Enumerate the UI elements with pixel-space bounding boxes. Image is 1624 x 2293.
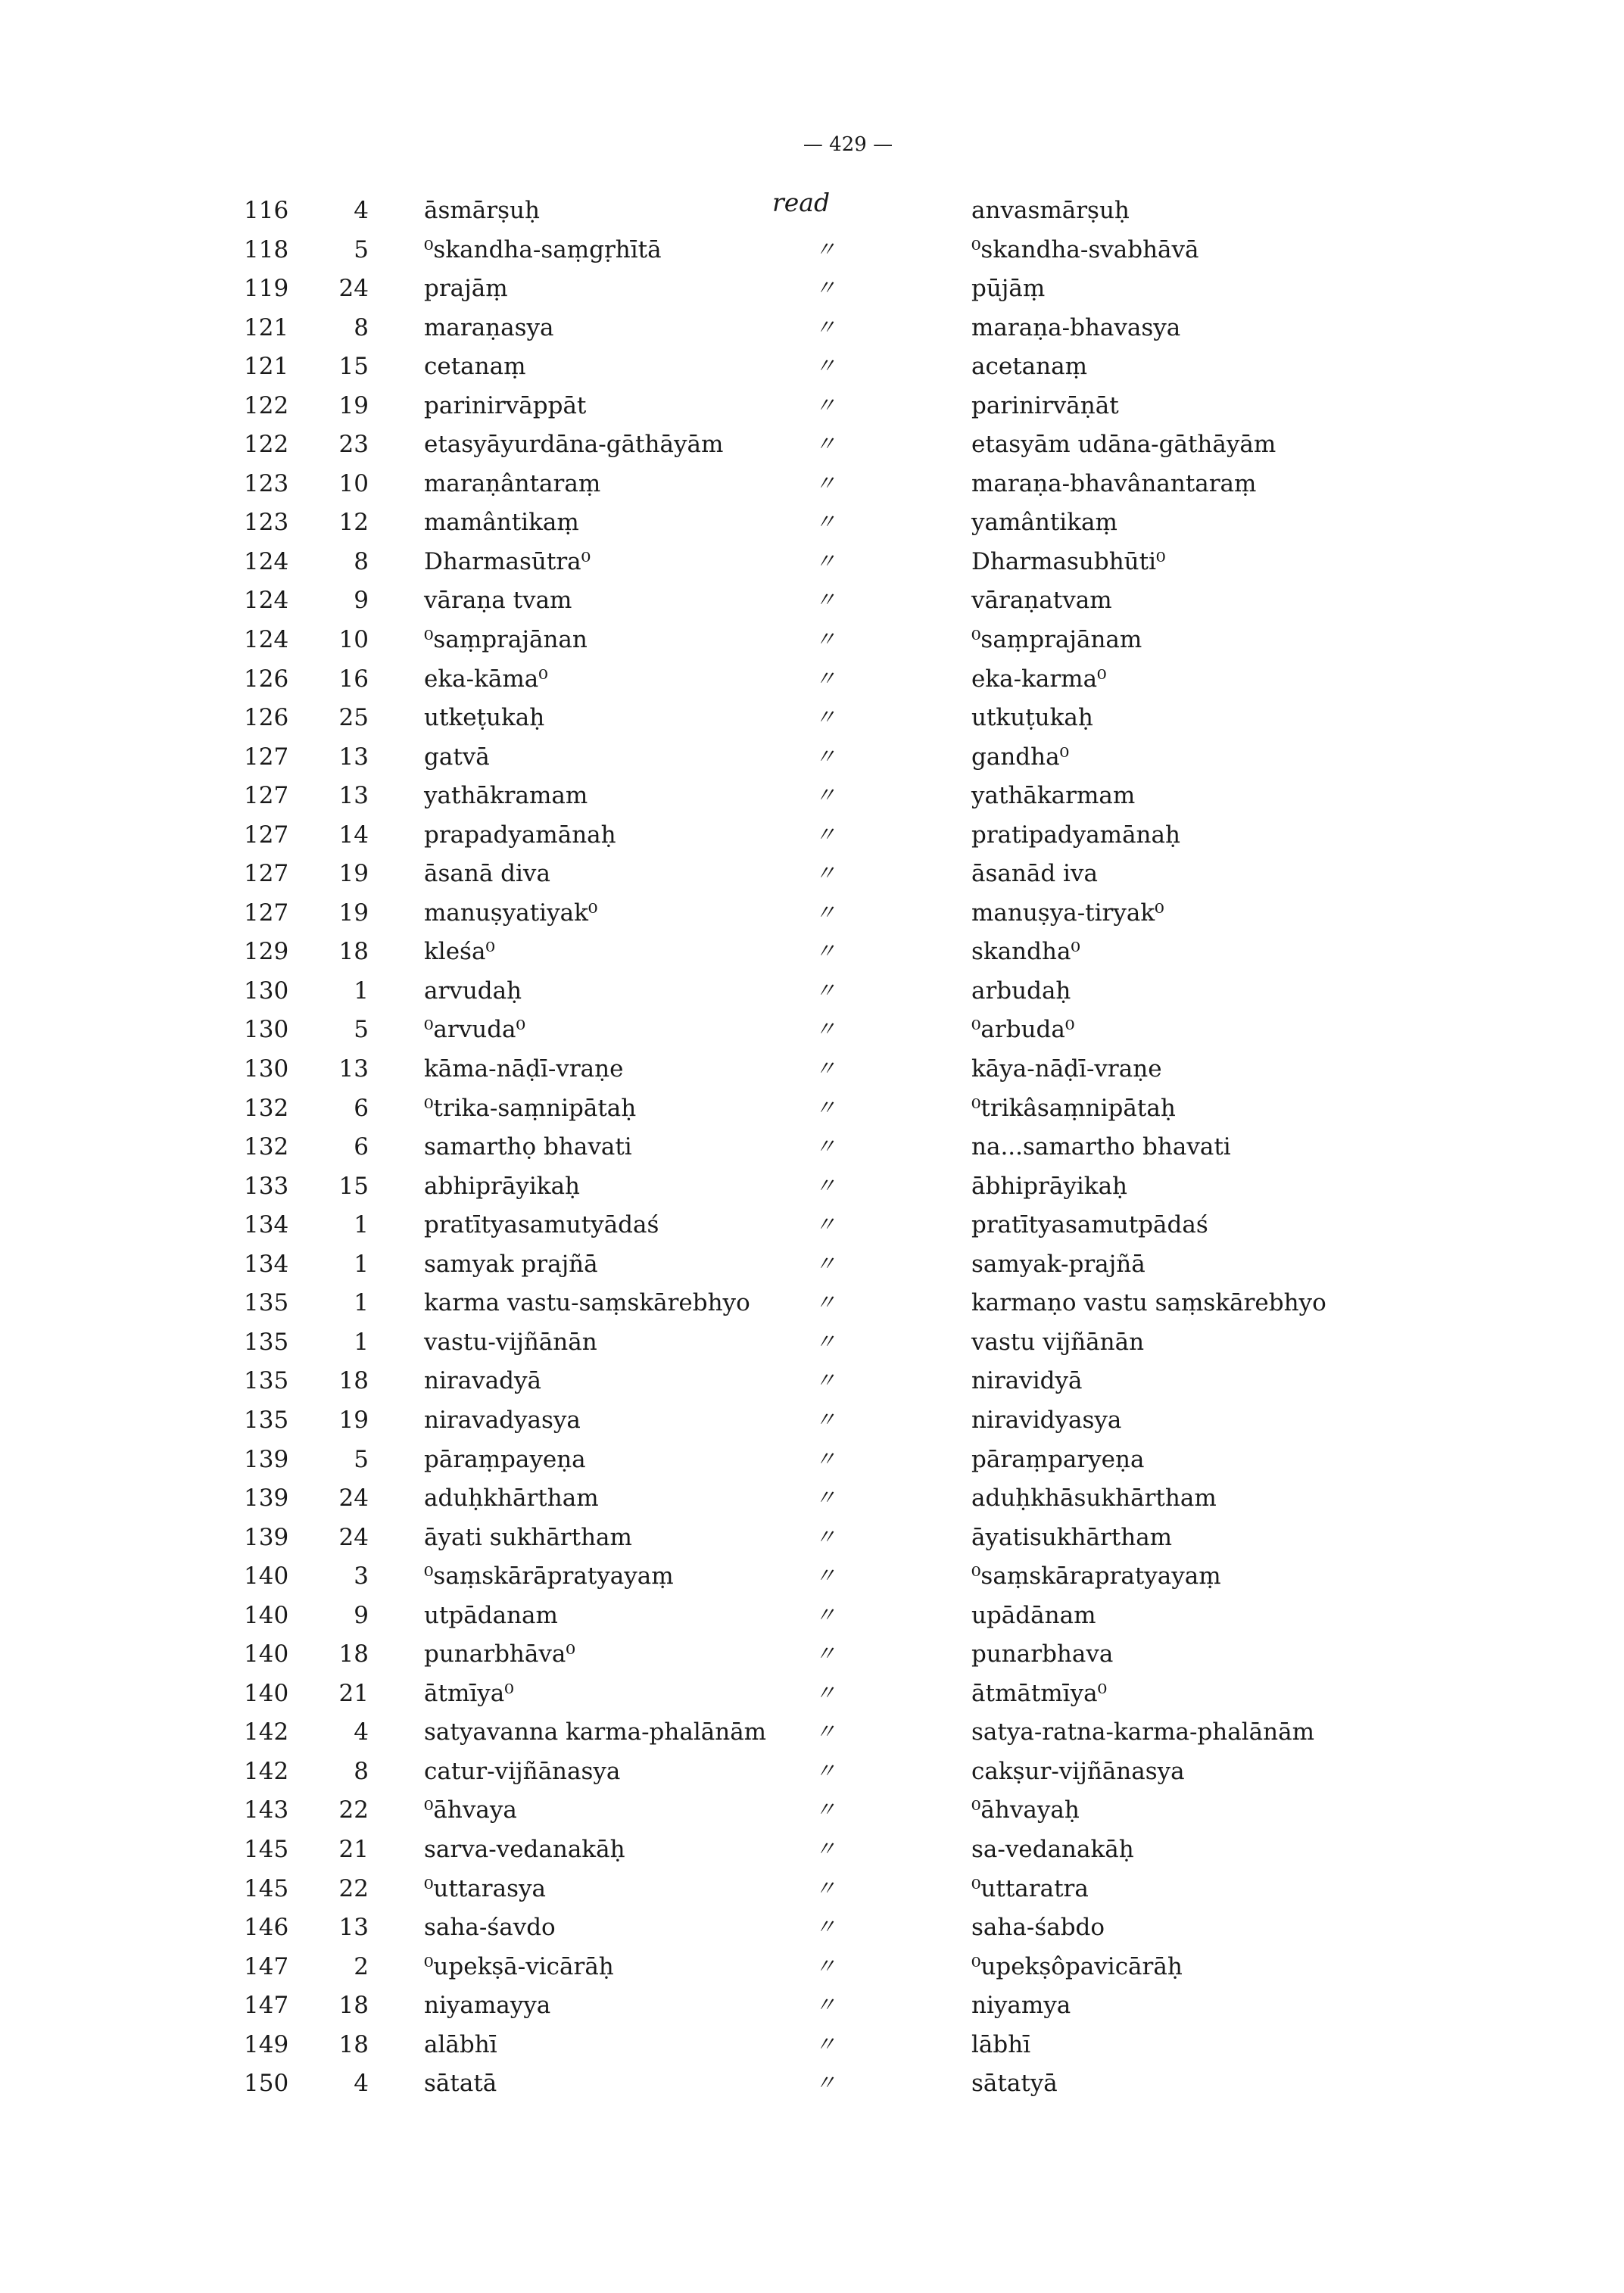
line-ref: 4 — [354, 197, 369, 224]
ditto-mark: 〃 — [814, 2031, 836, 2057]
line-ref: 9 — [354, 587, 369, 615]
incorrect-reading: karma vastu-saṃskārebhyo — [424, 1289, 750, 1317]
line-ref: 1 — [354, 1328, 369, 1356]
correct-reading: skandha⁰ — [971, 938, 1080, 966]
incorrect-reading: Dharmasūtra⁰ — [424, 547, 591, 575]
correct-reading: aduḥkhāsukhārtham — [971, 1485, 1217, 1513]
incorrect-reading: niravadyā — [424, 1367, 542, 1395]
errata-row — [0, 1444, 1624, 1484]
ditto-mark: 〃 — [814, 1680, 836, 1706]
line-ref: 6 — [354, 1094, 369, 1122]
errata-row — [0, 1952, 1624, 1991]
ditto-mark: 〃 — [814, 627, 836, 653]
ditto-mark: 〃 — [814, 1446, 836, 1472]
incorrect-reading: ⁰trika-saṃnipātaḥ — [424, 1094, 637, 1122]
page-ref: 135 — [244, 1289, 289, 1317]
incorrect-reading: niyamayya — [424, 1992, 551, 2020]
page-ref: 139 — [244, 1445, 289, 1473]
incorrect-reading: ⁰uttarasya — [424, 1874, 546, 1902]
errata-row — [0, 1249, 1624, 1288]
line-ref: 15 — [338, 1172, 369, 1200]
line-ref: 8 — [354, 313, 369, 341]
incorrect-reading: kāma-nāḍī-vraṇe — [424, 1055, 624, 1083]
ditto-mark: 〃 — [814, 548, 836, 574]
ditto-mark: 〃 — [814, 977, 836, 1003]
page-ref: 139 — [244, 1523, 289, 1551]
line-ref: 9 — [354, 1601, 369, 1629]
ditto-mark: 〃 — [814, 1602, 836, 1628]
errata-row — [0, 1639, 1624, 1678]
ditto-mark: 〃 — [814, 1836, 836, 1862]
line-ref: 8 — [354, 547, 369, 575]
page-ref: 127 — [244, 821, 289, 849]
line-ref: 19 — [338, 1406, 369, 1434]
correct-reading: utkuṭukaḥ — [971, 704, 1093, 732]
page-ref: 145 — [244, 1835, 289, 1863]
ditto-mark: 〃 — [814, 1407, 836, 1432]
page-ref: 126 — [244, 665, 289, 693]
page-ref: 124 — [244, 547, 289, 575]
ditto-mark: 〃 — [814, 1095, 836, 1120]
incorrect-reading: manuṣyatiyak⁰ — [424, 899, 598, 927]
line-ref: 22 — [338, 1796, 369, 1824]
line-ref: 24 — [338, 1485, 369, 1513]
ditto-mark: 〃 — [814, 1134, 836, 1160]
line-ref: 25 — [338, 704, 369, 732]
page-ref: 134 — [244, 1250, 289, 1278]
line-ref: 15 — [338, 353, 369, 381]
page-ref: 121 — [244, 313, 289, 341]
page-ref: 121 — [244, 353, 289, 381]
line-ref: 21 — [338, 1679, 369, 1707]
line-ref: 13 — [338, 743, 369, 771]
incorrect-reading: sarva-vedanakāḥ — [424, 1835, 625, 1863]
ditto-mark: 〃 — [814, 1329, 836, 1354]
correct-reading: lābhī — [971, 2030, 1031, 2058]
page-ref: 135 — [244, 1328, 289, 1356]
ditto-mark: 〃 — [814, 2070, 836, 2096]
ditto-mark: 〃 — [814, 470, 836, 496]
errata-row — [0, 1874, 1624, 1913]
errata-row — [0, 469, 1624, 508]
errata-row — [0, 391, 1624, 430]
correct-reading: sātatyā — [971, 2070, 1058, 2098]
ditto-mark: 〃 — [814, 1641, 836, 1667]
incorrect-reading: ⁰āhvaya — [424, 1796, 517, 1824]
errata-row — [0, 195, 1624, 235]
incorrect-reading: utpādanam — [424, 1601, 558, 1629]
correct-reading: niravidyasya — [971, 1406, 1122, 1434]
correct-reading: kāya-nāḍī-vraṇe — [971, 1055, 1162, 1083]
errata-row — [0, 313, 1624, 352]
line-ref: 18 — [338, 1992, 369, 2020]
errata-row — [0, 898, 1624, 937]
errata-row — [0, 1288, 1624, 1327]
page-ref: 140 — [244, 1679, 289, 1707]
correct-reading: ⁰trikâsaṃnipātaḥ — [971, 1094, 1176, 1122]
line-ref: 18 — [338, 2030, 369, 2058]
line-ref: 19 — [338, 860, 369, 888]
incorrect-reading: etasyāyurdāna-gāthāyām — [424, 431, 724, 459]
correct-reading: saha-śabdo — [971, 1914, 1105, 1942]
ditto-mark: 〃 — [814, 1368, 836, 1394]
correct-reading: pratipadyamānaḥ — [971, 821, 1180, 849]
errata-row — [0, 1678, 1624, 1718]
page-ref: 124 — [244, 587, 289, 615]
line-ref: 4 — [354, 2070, 369, 2098]
correct-reading: pratītyasamutpādaś — [971, 1211, 1208, 1239]
errata-row — [0, 625, 1624, 664]
incorrect-reading: aduḥkhārtham — [424, 1485, 599, 1513]
errata-row — [0, 1093, 1624, 1132]
errata-row — [0, 429, 1624, 469]
correct-reading: etasyām udāna-gāthāyām — [971, 431, 1276, 459]
incorrect-reading: parinirvāppāt — [424, 391, 587, 419]
ditto-mark: 〃 — [814, 1251, 836, 1276]
errata-row — [0, 1756, 1624, 1796]
errata-row — [0, 1795, 1624, 1834]
correct-reading: āyatisukhārtham — [971, 1523, 1173, 1551]
line-ref: 1 — [354, 1289, 369, 1317]
ditto-mark: 〃 — [814, 1524, 836, 1550]
incorrect-reading: maraṇasya — [424, 313, 554, 341]
line-ref: 5 — [354, 235, 369, 263]
errata-row — [0, 351, 1624, 391]
ditto-mark: 〃 — [814, 1017, 836, 1042]
page-ref: 150 — [244, 2070, 289, 2098]
line-ref: 18 — [338, 1640, 369, 1668]
correct-reading: vastu vijñānān — [971, 1328, 1145, 1356]
ditto-mark: 〃 — [814, 861, 836, 886]
correct-reading: gandha⁰ — [971, 743, 1070, 771]
incorrect-reading: punarbhāva⁰ — [424, 1640, 575, 1668]
ditto-mark: 〃 — [814, 1797, 836, 1823]
incorrect-reading: ⁰saṃskārāpratyayaṃ — [424, 1562, 674, 1590]
page-ref: 127 — [244, 860, 289, 888]
line-ref: 13 — [338, 1055, 369, 1083]
errata-row — [0, 1132, 1624, 1171]
line-ref: 22 — [338, 1874, 369, 1902]
incorrect-reading: yathākramam — [424, 782, 588, 810]
errata-row — [0, 1054, 1624, 1093]
correct-reading: sa-vedanakāḥ — [971, 1835, 1134, 1863]
page-ref: 122 — [244, 431, 289, 459]
page-ref: 145 — [244, 1874, 289, 1902]
line-ref: 5 — [354, 1016, 369, 1044]
line-ref: 14 — [338, 821, 369, 849]
incorrect-reading: catur-vijñānasya — [424, 1757, 621, 1785]
ditto-mark: 〃 — [814, 1056, 836, 1082]
line-ref: 18 — [338, 1367, 369, 1395]
line-ref: 16 — [338, 665, 369, 693]
correct-reading: karmaṇo vastu saṃskārebhyo — [971, 1289, 1326, 1317]
errata-row — [0, 1990, 1624, 2030]
ditto-mark: 〃 — [814, 354, 836, 379]
line-ref: 8 — [354, 1757, 369, 1785]
incorrect-reading: abhiprāyikaḥ — [424, 1172, 581, 1200]
ditto-mark: 〃 — [814, 783, 836, 808]
correct-reading: niyamya — [971, 1992, 1071, 2020]
correct-reading: na...samartho bhavati — [971, 1133, 1231, 1161]
incorrect-reading: satyavanna karma-phalānām — [424, 1718, 767, 1746]
errata-row — [0, 1600, 1624, 1640]
incorrect-reading: prapadyamānaḥ — [424, 821, 616, 849]
errata-table — [0, 195, 1624, 2108]
errata-row — [0, 1561, 1624, 1600]
errata-row — [0, 1210, 1624, 1249]
page-ref: 149 — [244, 2030, 289, 2058]
errata-row — [0, 1014, 1624, 1054]
page-ref: 142 — [244, 1718, 289, 1746]
errata-row — [0, 780, 1624, 820]
line-ref: 1 — [354, 977, 369, 1005]
errata-row — [0, 235, 1624, 274]
errata-row — [0, 936, 1624, 976]
incorrect-reading: gatvā — [424, 743, 490, 771]
page-ref: 147 — [244, 1992, 289, 2020]
page-ref: 122 — [244, 391, 289, 419]
page-ref: 139 — [244, 1485, 289, 1513]
correct-reading: ātmātmīya⁰ — [971, 1679, 1108, 1707]
incorrect-reading: ⁰skandha-saṃgṛhītā — [424, 235, 662, 263]
correct-reading: maraṇa-bhavânantaraṃ — [971, 469, 1257, 497]
incorrect-reading: mamântikaṃ — [424, 509, 579, 537]
correct-reading: ⁰arbuda⁰ — [971, 1016, 1075, 1044]
correct-reading: satya-ratna-karma-phalānām — [971, 1718, 1314, 1746]
correct-reading: ⁰saṃprajānam — [971, 626, 1142, 654]
errata-row — [0, 1327, 1624, 1366]
page-ref: 132 — [244, 1133, 289, 1161]
page-ref: 118 — [244, 235, 289, 263]
correct-reading: āsanād iva — [971, 860, 1098, 888]
page-ref: 119 — [244, 275, 289, 303]
errata-row — [0, 2068, 1624, 2108]
line-ref: 19 — [338, 391, 369, 419]
page-number: — 429 — — [803, 133, 893, 156]
page-ref: 147 — [244, 1952, 289, 1980]
correct-reading: acetanaṃ — [971, 353, 1087, 381]
incorrect-reading: niravadyasya — [424, 1406, 581, 1434]
page-ref: 127 — [244, 899, 289, 927]
correct-reading: vāraṇatvam — [971, 587, 1112, 615]
errata-row — [0, 858, 1624, 898]
errata-row — [0, 1405, 1624, 1444]
incorrect-reading: prajāṃ — [424, 275, 508, 303]
page-ref: 140 — [244, 1562, 289, 1590]
page-ref: 130 — [244, 977, 289, 1005]
ditto-mark: 〃 — [814, 276, 836, 301]
ditto-mark: 〃 — [814, 509, 836, 535]
incorrect-reading: pāraṃpayeṇa — [424, 1445, 586, 1473]
correct-reading: ⁰saṃskārapratyayaṃ — [971, 1562, 1221, 1590]
errata-row — [0, 664, 1624, 703]
line-ref: 1 — [354, 1250, 369, 1278]
page-ref: 146 — [244, 1914, 289, 1942]
ditto-mark: 〃 — [814, 1953, 836, 1979]
page-ref: 134 — [244, 1211, 289, 1239]
errata-row — [0, 585, 1624, 625]
ditto-mark: 〃 — [814, 939, 836, 964]
page-ref: 140 — [244, 1640, 289, 1668]
line-ref: 3 — [354, 1562, 369, 1590]
incorrect-reading: alābhī — [424, 2030, 497, 2058]
line-ref: 5 — [354, 1445, 369, 1473]
correct-reading: niravidyā — [971, 1367, 1083, 1395]
ditto-mark: 〃 — [814, 743, 836, 769]
line-ref: 13 — [338, 1914, 369, 1942]
errata-row — [0, 976, 1624, 1015]
line-ref: 6 — [354, 1133, 369, 1161]
ditto-mark: 〃 — [814, 1173, 836, 1198]
ditto-mark: 〃 — [814, 392, 836, 418]
correct-reading: ābhiprāyikaḥ — [971, 1172, 1128, 1200]
ditto-mark: 〃 — [814, 1992, 836, 2018]
errata-row — [0, 547, 1624, 586]
page-ref: 123 — [244, 509, 289, 537]
line-ref: 10 — [338, 469, 369, 497]
page-ref: 142 — [244, 1757, 289, 1785]
incorrect-reading: vāraṇa tvam — [424, 587, 572, 615]
ditto-mark: 〃 — [814, 1758, 836, 1784]
correct-reading: arbudaḥ — [971, 977, 1071, 1005]
ditto-mark: 〃 — [814, 1563, 836, 1589]
errata-row — [0, 1483, 1624, 1522]
line-ref: 10 — [338, 626, 369, 654]
errata-row — [0, 742, 1624, 781]
errata-row — [0, 507, 1624, 547]
ditto-mark: 〃 — [814, 314, 836, 340]
incorrect-reading: arvudaḥ — [424, 977, 522, 1005]
errata-row — [0, 2030, 1624, 2069]
errata-row — [0, 1912, 1624, 1952]
correct-reading: punarbhava — [971, 1640, 1114, 1668]
page-ref: 123 — [244, 469, 289, 497]
errata-row — [0, 1717, 1624, 1756]
line-ref: 12 — [338, 509, 369, 537]
line-ref: 24 — [338, 275, 369, 303]
ditto-mark: 〃 — [814, 1875, 836, 1901]
ditto-mark: 〃 — [814, 1914, 836, 1940]
incorrect-reading: āyati sukhārtham — [424, 1523, 632, 1551]
ditto-mark: 〃 — [814, 705, 836, 731]
incorrect-reading: ⁰arvuda⁰ — [424, 1016, 525, 1044]
ditto-mark: 〃 — [814, 821, 836, 847]
page-ref: 127 — [244, 782, 289, 810]
correct-reading: ⁰skandha-svabhāvā — [971, 235, 1199, 263]
errata-row — [0, 820, 1624, 859]
correct-reading: samyak-prajñā — [971, 1250, 1146, 1278]
page-ref: 130 — [244, 1016, 289, 1044]
correct-reading: yathākarmam — [971, 782, 1136, 810]
page-ref: 126 — [244, 704, 289, 732]
incorrect-reading: ātmīya⁰ — [424, 1679, 514, 1707]
errata-row — [0, 1171, 1624, 1210]
correct-reading: pāraṃparyeṇa — [971, 1445, 1145, 1473]
ditto-mark: 〃 — [814, 1485, 836, 1511]
ditto-mark: 〃 — [814, 587, 836, 613]
page-ref: 127 — [244, 743, 289, 771]
incorrect-reading: kleśa⁰ — [424, 938, 495, 966]
line-ref: 13 — [338, 782, 369, 810]
incorrect-reading: samarthọ bhavati — [424, 1133, 632, 1161]
incorrect-reading: sātatā — [424, 2070, 497, 2098]
correct-reading: upādānam — [971, 1601, 1096, 1629]
errata-row — [0, 273, 1624, 313]
page-ref: 124 — [244, 626, 289, 654]
page-ref: 130 — [244, 1055, 289, 1083]
page-ref: 143 — [244, 1796, 289, 1824]
errata-row — [0, 1834, 1624, 1874]
correct-reading: pūjāṃ — [971, 275, 1046, 303]
ditto-mark: 〃 — [814, 431, 836, 457]
line-ref: 2 — [354, 1952, 369, 1980]
incorrect-reading: ⁰saṃprajānan — [424, 626, 588, 654]
page-ref: 133 — [244, 1172, 289, 1200]
ditto-mark: 〃 — [814, 236, 836, 262]
incorrect-reading: cetanaṃ — [424, 353, 526, 381]
line-ref: 21 — [338, 1835, 369, 1863]
correct-reading: ⁰upekṣôpavicārāḥ — [971, 1952, 1183, 1980]
line-ref: 1 — [354, 1211, 369, 1239]
incorrect-reading: eka-kāma⁰ — [424, 665, 548, 693]
correct-reading: ⁰āhvayaḥ — [971, 1796, 1080, 1824]
line-ref: 18 — [338, 938, 369, 966]
incorrect-reading: āsmārṣuḥ — [424, 197, 540, 224]
incorrect-reading: pratītyasamutyādaś — [424, 1211, 659, 1239]
incorrect-reading: utkeṭukaḥ — [424, 704, 545, 732]
page-ref: 140 — [244, 1601, 289, 1629]
line-ref: 4 — [354, 1718, 369, 1746]
errata-row — [0, 1522, 1624, 1562]
page-ref: 129 — [244, 938, 289, 966]
line-ref: 19 — [338, 899, 369, 927]
page-ref: 132 — [244, 1094, 289, 1122]
errata-row — [0, 703, 1624, 742]
ditto-mark: 〃 — [814, 665, 836, 691]
correct-reading: cakṣur-vijñānasya — [971, 1757, 1185, 1785]
errata-row — [0, 1366, 1624, 1405]
incorrect-reading: samyak prajñā — [424, 1250, 598, 1278]
incorrect-reading: āsanā diva — [424, 860, 550, 888]
ditto-mark: 〃 — [814, 1212, 836, 1238]
incorrect-reading: saha-śavdo — [424, 1914, 556, 1942]
correct-reading: maraṇa-bhavasya — [971, 313, 1181, 341]
ditto-mark: 〃 — [814, 1719, 836, 1745]
correct-reading: yamântikaṃ — [971, 509, 1117, 537]
ditto-mark: 〃 — [814, 899, 836, 925]
line-ref: 24 — [338, 1523, 369, 1551]
ditto-mark: 〃 — [814, 1290, 836, 1316]
incorrect-reading: ⁰upekṣā-vicārāḥ — [424, 1952, 614, 1980]
correct-reading: parinirvāṇāt — [971, 391, 1119, 419]
correct-reading: manuṣya-tiryak⁰ — [971, 899, 1164, 927]
correct-reading: anvasmārṣuḥ — [971, 197, 1130, 224]
incorrect-reading: maraṇântaraṃ — [424, 469, 601, 497]
read-label: read — [772, 188, 831, 217]
correct-reading: eka-karma⁰ — [971, 665, 1107, 693]
incorrect-reading: vastu-vijñānān — [424, 1328, 597, 1356]
correct-reading: Dharmasubhūti⁰ — [971, 547, 1166, 575]
correct-reading: ⁰uttaratra — [971, 1874, 1089, 1902]
page-ref: 135 — [244, 1367, 289, 1395]
line-ref: 23 — [338, 431, 369, 459]
page-ref: 135 — [244, 1406, 289, 1434]
page-ref: 116 — [244, 197, 289, 224]
